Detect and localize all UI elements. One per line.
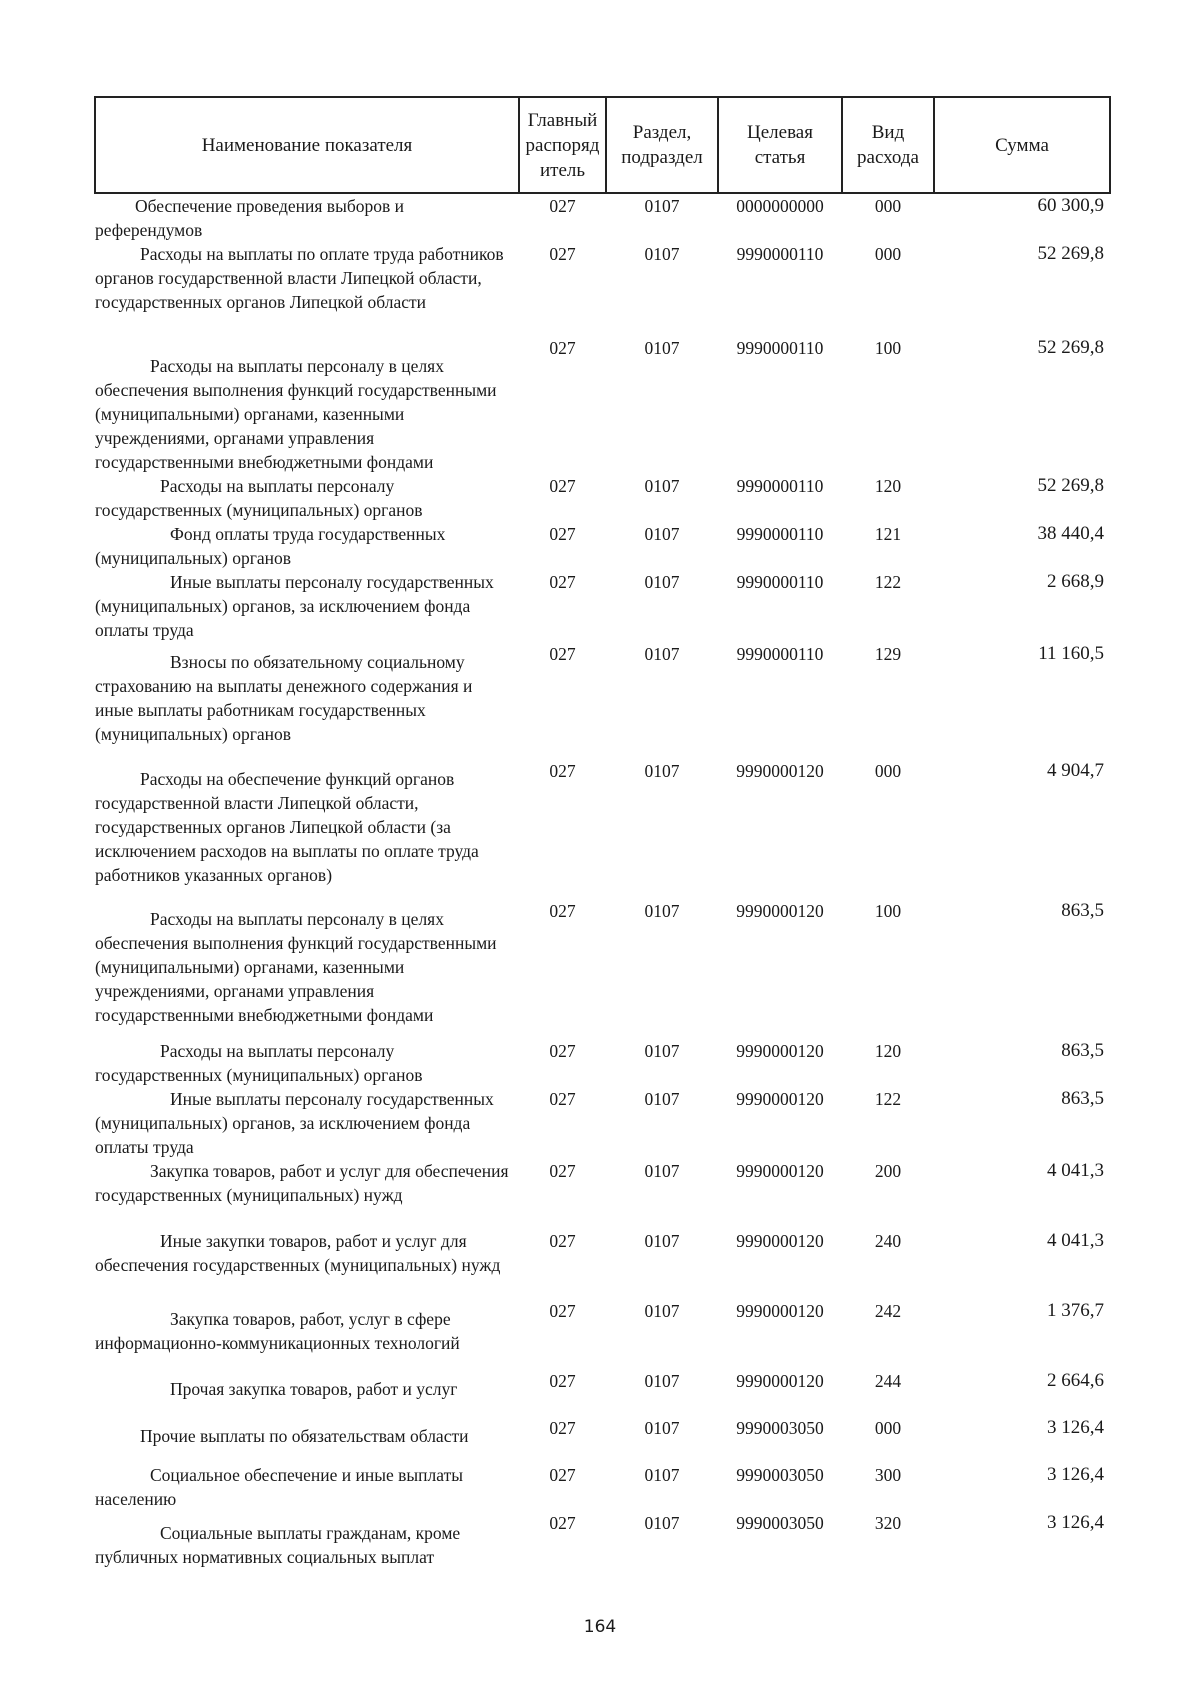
row-main-manager: 027: [549, 524, 576, 544]
row-sum: 2 664,6: [1047, 1370, 1104, 1391]
row-section: 0107: [644, 1231, 680, 1251]
row-section: 0107: [644, 644, 680, 664]
row-section: 0107: [644, 524, 680, 544]
row-name: Расходы на обеспечение функций органов государственной власти Липецкой области, государственных органов Липецкой области (за исключением расходов на выплаты по оплате труда работников указанных органов): [95, 769, 479, 885]
row-target-item: 9990000110: [736, 338, 824, 358]
row-name: Взносы по обязательному социальному страхованию на выплаты денежного содержания и иные выплаты работникам государственных (муниципальных) органов: [95, 652, 473, 744]
row-name: Прочая закупка товаров, работ и услуг: [170, 1379, 458, 1399]
row-expense-type: 000: [874, 244, 902, 264]
row-expense-type: 122: [874, 1089, 902, 1109]
row-name: Расходы на выплаты персоналу государственных (муниципальных) органов: [95, 476, 423, 520]
row-sum: 60 300,9: [1037, 195, 1104, 216]
row-main-manager: 027: [549, 1161, 576, 1181]
row-expense-type: 121: [874, 524, 902, 544]
table-row: [95, 1369, 1110, 1416]
table-row: [95, 899, 1110, 1039]
row-sum: 52 269,8: [1037, 475, 1104, 496]
row-name: Расходы на выплаты персоналу государственных (муниципальных) органов: [95, 1041, 423, 1085]
table-row: [95, 242, 1110, 336]
row-name: Закупка товаров, работ, услуг в сфере информационно-коммуникационных технологий: [95, 1309, 460, 1353]
row-main-manager: 027: [549, 1513, 576, 1533]
row-expense-type: 240: [874, 1231, 902, 1251]
row-section: 0107: [644, 1418, 680, 1438]
table-row: [95, 193, 1110, 242]
row-expense-type: 300: [874, 1465, 902, 1485]
row-main-manager: 027: [549, 1418, 576, 1438]
row-target-item: 9990000110: [736, 244, 824, 264]
row-main-manager: 027: [549, 476, 576, 496]
row-target-item: 9990000110: [736, 476, 824, 496]
row-section: 0107: [644, 1161, 680, 1181]
row-expense-type: 120: [874, 1041, 902, 1061]
row-main-manager: 027: [549, 1089, 576, 1109]
col-header-target-item: Целевая статья: [718, 97, 842, 193]
table-row: [95, 1159, 1110, 1229]
table-row: [95, 1039, 1110, 1087]
row-target-item: 9990000120: [736, 1041, 824, 1061]
row-sum: 52 269,8: [1037, 243, 1104, 264]
row-expense-type: 242: [874, 1301, 902, 1321]
row-main-manager: 027: [549, 1231, 576, 1251]
table-row: [95, 1087, 1110, 1159]
row-expense-type: 320: [874, 1513, 902, 1533]
page-number: 164: [583, 1617, 617, 1637]
col-header-main-manager: Главный распоряд итель: [519, 97, 606, 193]
table-row: [95, 759, 1110, 899]
row-name: Иные выплаты персоналу государственных (муниципальных) органов, за исключением фонда оплаты труда: [95, 1089, 494, 1157]
row-target-item: 9990000120: [736, 761, 824, 781]
table-row: [95, 336, 1110, 474]
row-target-item: 9990000120: [736, 1301, 824, 1321]
row-expense-type: 100: [874, 901, 902, 921]
row-sum: 52 269,8: [1037, 337, 1104, 358]
row-sum: 2 668,9: [1047, 571, 1104, 592]
table-row: [95, 642, 1110, 759]
row-name: Иные выплаты персоналу государственных (муниципальных) органов, за исключением фонда оплаты труда: [95, 572, 494, 640]
row-section: 0107: [644, 244, 680, 264]
row-sum: 4 041,3: [1047, 1160, 1104, 1181]
row-sum: 3 126,4: [1047, 1417, 1104, 1438]
row-section: 0107: [644, 572, 680, 592]
row-sum: 863,5: [1061, 1040, 1104, 1061]
row-expense-type: 000: [874, 1418, 902, 1438]
table-row: [95, 1463, 1110, 1511]
row-name: Прочие выплаты по обязательствам области: [140, 1426, 469, 1446]
row-section: 0107: [644, 1513, 680, 1533]
row-section: 0107: [644, 1089, 680, 1109]
col-header-name: Наименование показателя: [95, 97, 519, 193]
row-target-item: 9990000120: [736, 1371, 824, 1391]
row-name: Расходы на выплаты по оплате труда работников органов государственной власти Липецкой области, государственных органов Липецкой области: [95, 244, 504, 312]
row-main-manager: 027: [549, 244, 576, 264]
row-target-item: 0000000000: [736, 196, 824, 216]
col-header-sum: Сумма: [934, 97, 1110, 193]
row-section: 0107: [644, 196, 680, 216]
row-main-manager: 027: [549, 1371, 576, 1391]
row-main-manager: 027: [549, 761, 576, 781]
row-section: 0107: [644, 1371, 680, 1391]
row-section: 0107: [644, 901, 680, 921]
row-main-manager: 027: [549, 901, 576, 921]
row-name: Иные закупки товаров, работ и услуг для обеспечения государственных (муниципальных) нужд: [95, 1231, 501, 1275]
row-expense-type: 120: [874, 476, 902, 496]
table-row: [95, 1416, 1110, 1463]
table-header-row: [95, 97, 1110, 193]
row-sum: 863,5: [1061, 900, 1104, 921]
row-target-item: 9990003050: [736, 1513, 824, 1533]
row-sum: 1 376,7: [1047, 1300, 1104, 1321]
row-target-item: 9990003050: [736, 1465, 824, 1485]
row-expense-type: 244: [874, 1371, 902, 1391]
row-section: 0107: [644, 1041, 680, 1061]
row-target-item: 9990000110: [736, 572, 824, 592]
row-main-manager: 027: [549, 196, 576, 216]
row-expense-type: 000: [874, 761, 902, 781]
table-row: [95, 474, 1110, 522]
row-target-item: 9990003050: [736, 1418, 824, 1438]
row-name: Закупка товаров, работ и услуг для обеспечения государственных (муниципальных) нужд: [95, 1161, 509, 1205]
row-main-manager: 027: [549, 1465, 576, 1485]
col-header-expense-type: Вид расхода: [842, 97, 934, 193]
row-main-manager: 027: [549, 1301, 576, 1321]
row-target-item: 9990000120: [736, 1089, 824, 1109]
row-section: 0107: [644, 338, 680, 358]
row-expense-type: 129: [874, 644, 902, 664]
row-name: Социальное обеспечение и иные выплаты населению: [95, 1465, 464, 1509]
table-row: [95, 1511, 1110, 1581]
row-expense-type: 100: [874, 338, 902, 358]
row-target-item: 9990000110: [736, 524, 824, 544]
row-sum: 38 440,4: [1037, 523, 1104, 544]
row-section: 0107: [644, 476, 680, 496]
row-name: Расходы на выплаты персоналу в целях обеспечения выполнения функций государственными (муниципальными) органами, казенными учреждениями, органами управления государственными внебюджетными фондами: [95, 356, 497, 472]
row-main-manager: 027: [549, 338, 576, 358]
row-main-manager: 027: [549, 1041, 576, 1061]
row-sum: 11 160,5: [1038, 643, 1104, 664]
row-sum: 4 904,7: [1047, 760, 1104, 781]
row-target-item: 9990000120: [736, 1161, 824, 1181]
table-row: [95, 522, 1110, 570]
table-row: [95, 1229, 1110, 1299]
row-sum: 3 126,4: [1047, 1512, 1104, 1533]
row-target-item: 9990000120: [736, 1231, 824, 1251]
row-expense-type: 000: [874, 196, 902, 216]
table-body: [95, 193, 1110, 1581]
row-sum: 3 126,4: [1047, 1464, 1104, 1485]
row-section: 0107: [644, 761, 680, 781]
table-row: [95, 1299, 1110, 1369]
row-target-item: 9990000120: [736, 901, 824, 921]
row-section: 0107: [644, 1301, 680, 1321]
row-target-item: 9990000110: [736, 644, 824, 664]
row-main-manager: 027: [549, 644, 576, 664]
row-section: 0107: [644, 1465, 680, 1485]
row-expense-type: 200: [874, 1161, 902, 1181]
table-row: [95, 570, 1110, 642]
row-sum: 4 041,3: [1047, 1230, 1104, 1251]
row-expense-type: 122: [874, 572, 902, 592]
row-name: Фонд оплаты труда государственных (муниципальных) органов: [95, 524, 446, 568]
row-name: Расходы на выплаты персоналу в целях обеспечения выполнения функций государственными (муниципальными) органами, казенными учреждениями, органами управления государственными внебюджетными фондами: [95, 909, 497, 1025]
row-sum: 863,5: [1061, 1088, 1104, 1109]
row-name: Обеспечение проведения выборов и референдумов: [95, 196, 404, 240]
row-main-manager: 027: [549, 572, 576, 592]
col-header-section: Раздел, подраздел: [606, 97, 718, 193]
budget-table: [94, 96, 1111, 1581]
row-name: Социальные выплаты гражданам, кроме публичных нормативных социальных выплат: [95, 1523, 461, 1567]
